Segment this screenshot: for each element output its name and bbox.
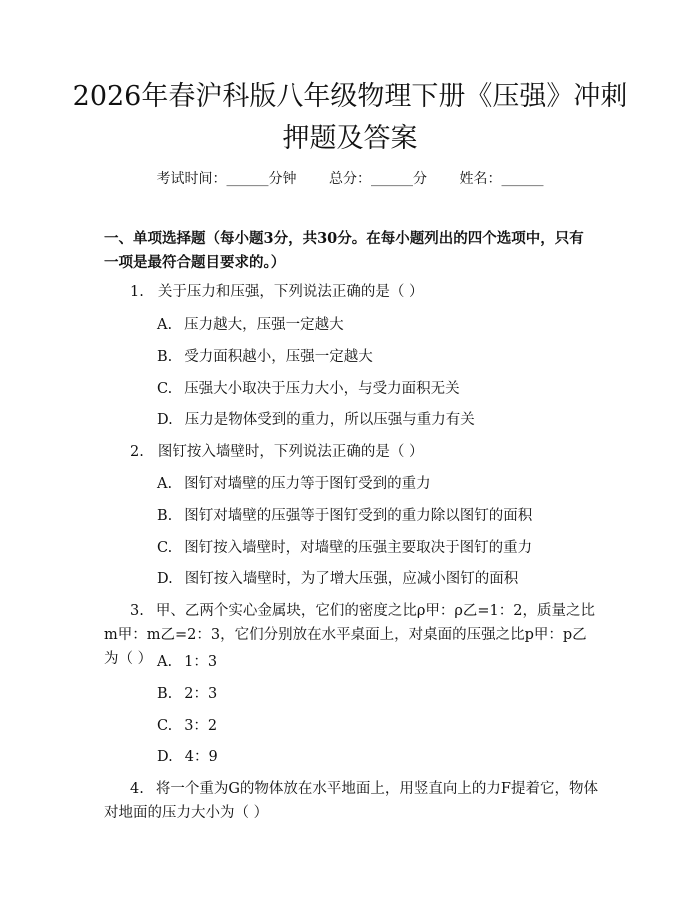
exam-info-line: [0, 169, 700, 189]
question-1-option-d: [157, 408, 597, 432]
question-1: [104, 280, 598, 304]
option-letter: C.: [157, 718, 173, 734]
option-text: 2：3: [184, 686, 218, 702]
option-text: 1：3: [184, 654, 218, 670]
question-3-option-c: [157, 714, 597, 738]
option-letter: B.: [157, 349, 173, 365]
option-letter: B.: [157, 508, 173, 524]
question-4: [104, 777, 598, 825]
question-stem: 将一个重为G的物体放在水平地面上，用竖直向上的力F提着它，物体对地面的压力大小为（ ）: [104, 781, 598, 821]
question-1-option-c: [157, 377, 597, 401]
option-text: 受力面积越小，压强一定越大: [184, 349, 373, 365]
option-letter: C.: [157, 540, 173, 556]
question-number: 1.: [130, 284, 144, 300]
option-letter: D.: [157, 749, 173, 765]
question-2-option-b: [157, 504, 597, 528]
option-letter: A.: [157, 476, 173, 492]
name-field: 姓名：______: [459, 171, 544, 187]
question-stem: 关于压力和压强，下列说法正确的是（ ）: [157, 284, 424, 300]
question-2-option-d: [157, 567, 597, 591]
question-stem: 图钉按入墙壁时，下列说法正确的是（ ）: [157, 444, 424, 460]
option-text: 压强大小取决于压力大小，与受力面积无关: [184, 381, 460, 397]
question-number: 3.: [130, 603, 144, 619]
question-1-option-b: [157, 345, 597, 369]
question-stem: 甲、乙两个实心金属块，它们的密度之比ρ甲：ρ乙=1：2，质量之比m甲：m乙=2：3，它们分别放在水平桌面上，对桌面的压强之比p甲：p乙为（ ）: [104, 603, 595, 667]
option-text: 压力越大，压强一定越大: [184, 317, 344, 333]
option-letter: D.: [157, 412, 173, 428]
option-text: 图钉对墙壁的压力等于图钉受到的重力: [184, 476, 431, 492]
option-text: 图钉按入墙壁时，为了增大压强，应减小图钉的面积: [184, 571, 519, 587]
document-title: 2026年春沪科版八年级物理下册《压强》冲刺押题及答案: [72, 81, 628, 154]
question-1-option-a: [157, 313, 597, 337]
question-3-option-a: [157, 650, 597, 674]
option-letter: B.: [157, 686, 173, 702]
option-text: 3：2: [184, 718, 218, 734]
section-heading: 一、单项选择题（每小题3分，共30分。在每小题列出的四个选项中，只有一项是最符合题目要求的。）: [104, 230, 584, 271]
question-2-option-c: [157, 536, 597, 560]
question-3-option-d: [157, 745, 597, 769]
exam-time-field: 考试时间：______分钟: [156, 171, 297, 187]
option-text: 图钉对墙壁的压强等于图钉受到的重力除以图钉的面积: [184, 508, 533, 524]
total-score-field: 总分：______分: [329, 171, 427, 187]
question-3-option-b: [157, 682, 597, 706]
option-letter: A.: [157, 317, 173, 333]
option-text: 图钉按入墙壁时，对墙壁的压强主要取决于图钉的重力: [184, 540, 533, 556]
option-text: 4：9: [184, 749, 218, 765]
option-letter: D.: [157, 571, 173, 587]
question-number: 4.: [130, 781, 144, 797]
question-2-option-a: [157, 472, 597, 496]
question-number: 2.: [130, 444, 144, 460]
question-2: [104, 440, 598, 464]
option-letter: C.: [157, 381, 173, 397]
option-text: 压力是物体受到的重力，所以压强与重力有关: [184, 412, 475, 428]
option-letter: A.: [157, 654, 173, 670]
